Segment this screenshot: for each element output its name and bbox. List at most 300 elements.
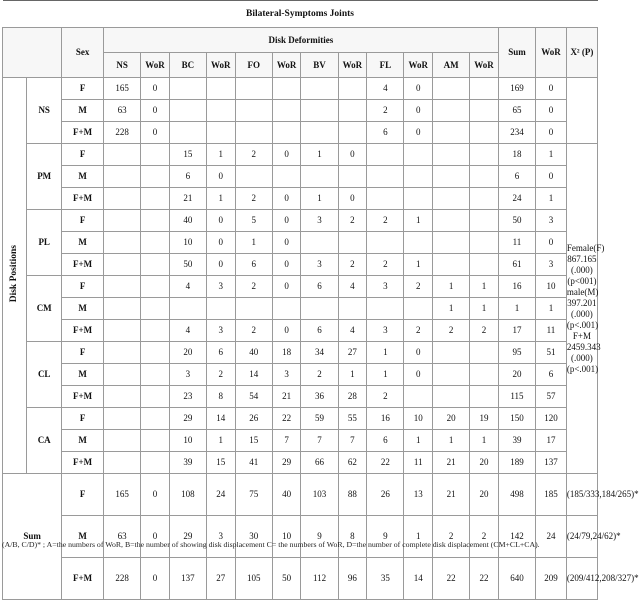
data-cell: 1 xyxy=(470,430,499,452)
data-cell xyxy=(141,430,170,452)
data-cell: 18 xyxy=(498,144,535,166)
data-cell: 115 xyxy=(498,386,535,408)
position-label: CM xyxy=(27,276,62,342)
data-cell xyxy=(169,298,206,320)
sum-cell: 22 xyxy=(433,558,470,600)
column-header: WoR xyxy=(338,53,367,78)
data-cell: 55 xyxy=(338,408,367,430)
data-cell: 1 xyxy=(301,188,338,210)
data-cell: 2 xyxy=(207,364,236,386)
data-cell xyxy=(141,166,170,188)
sum-cell: 209 xyxy=(536,558,567,600)
data-cell: 15 xyxy=(207,452,236,474)
data-cell: 3 xyxy=(301,210,338,232)
data-cell xyxy=(103,320,140,342)
chi-square-line: (.000) xyxy=(571,264,593,275)
data-cell: 0 xyxy=(536,122,567,144)
data-cell: 1 xyxy=(404,430,433,452)
data-cell xyxy=(103,408,140,430)
chi-square-line: male(M) xyxy=(566,286,599,297)
data-cell: 2 xyxy=(367,100,404,122)
column-header: WoR xyxy=(404,53,433,78)
data-cell xyxy=(103,276,140,298)
data-cell: 1 xyxy=(235,232,272,254)
sum-cell: 1 xyxy=(404,516,433,558)
data-cell: 15 xyxy=(235,430,272,452)
data-cell: 41 xyxy=(235,452,272,474)
data-cell xyxy=(141,386,170,408)
chi-square-line: (.000) xyxy=(571,308,593,319)
data-cell xyxy=(433,166,470,188)
data-cell xyxy=(103,364,140,386)
data-cell xyxy=(141,254,170,276)
data-cell xyxy=(235,166,272,188)
data-cell: 6 xyxy=(367,430,404,452)
data-cell: 2 xyxy=(235,188,272,210)
sum-cell: 50 xyxy=(272,558,301,600)
data-cell: 1 xyxy=(536,144,567,166)
data-cell xyxy=(367,298,404,320)
data-cell: 1 xyxy=(470,298,499,320)
data-cell: 54 xyxy=(235,386,272,408)
data-cell: 6 xyxy=(536,364,567,386)
chi-blank-top xyxy=(566,78,597,144)
position-label: PL xyxy=(27,210,62,276)
data-cell: 34 xyxy=(301,342,338,364)
data-cell: 2 xyxy=(235,320,272,342)
data-cell xyxy=(470,78,499,100)
data-cell: 20 xyxy=(169,342,206,364)
data-cell xyxy=(207,298,236,320)
sex-label: F+M xyxy=(62,320,104,342)
sum-row xyxy=(3,516,598,558)
data-cell: 0 xyxy=(536,100,567,122)
data-cell xyxy=(404,298,433,320)
data-cell: 20 xyxy=(433,408,470,430)
data-cell: 0 xyxy=(404,122,433,144)
chi-square-line: 2459.343 xyxy=(566,341,601,352)
data-cell xyxy=(207,78,236,100)
data-cell xyxy=(433,188,470,210)
position-label: NS xyxy=(27,78,62,144)
sum-cell: 63 xyxy=(103,516,140,558)
column-header: AM xyxy=(433,53,470,78)
data-cell: 51 xyxy=(536,342,567,364)
data-cell: 0 xyxy=(141,78,170,100)
data-cell: 0 xyxy=(207,210,236,232)
sum-cell: 40 xyxy=(272,474,301,516)
data-cell: 57 xyxy=(536,386,567,408)
sex-label: F+M xyxy=(62,188,104,210)
data-cell: 1 xyxy=(404,254,433,276)
data-cell: 4 xyxy=(338,276,367,298)
sum-cell: 165 xyxy=(103,474,140,516)
table-row xyxy=(3,342,598,364)
data-cell: 1 xyxy=(404,210,433,232)
sex-label: M xyxy=(62,298,104,320)
sum-cell: 640 xyxy=(498,558,535,600)
data-cell: 50 xyxy=(169,254,206,276)
sex-label: M xyxy=(62,100,104,122)
sex-label: F xyxy=(62,276,104,298)
sum-cell: 75 xyxy=(235,474,272,516)
data-cell xyxy=(169,78,206,100)
data-cell: 16 xyxy=(367,408,404,430)
data-cell xyxy=(301,78,338,100)
position-label: CA xyxy=(27,408,62,474)
chi-square-line: (p<001) xyxy=(567,275,597,286)
sum-row xyxy=(3,474,598,516)
data-cell: 3 xyxy=(169,364,206,386)
data-cell: 2 xyxy=(235,144,272,166)
sex-label: F xyxy=(62,342,104,364)
sum-cell: 27 xyxy=(207,558,236,600)
sum-cell: 9 xyxy=(301,516,338,558)
sum-cell: 498 xyxy=(498,474,535,516)
header-sum: Sum xyxy=(498,28,535,78)
data-cell: 2 xyxy=(367,254,404,276)
data-cell xyxy=(404,144,433,166)
disk-positions-text: Disk Positions xyxy=(9,245,20,303)
sum-cell: 30 xyxy=(235,516,272,558)
data-cell: 36 xyxy=(301,386,338,408)
bilateral-symptoms-table xyxy=(2,0,639,600)
data-cell: 169 xyxy=(498,78,535,100)
data-cell: 0 xyxy=(207,254,236,276)
table-row xyxy=(3,188,598,210)
data-cell: 4 xyxy=(367,78,404,100)
data-cell xyxy=(141,408,170,430)
data-cell: 2 xyxy=(338,254,367,276)
data-cell: 0 xyxy=(404,364,433,386)
column-header: WoR xyxy=(470,53,499,78)
data-cell xyxy=(470,100,499,122)
data-cell: 1 xyxy=(470,276,499,298)
sum-cell: 22 xyxy=(470,558,499,600)
data-cell: 2 xyxy=(338,210,367,232)
column-header: WoR xyxy=(207,53,236,78)
table-row xyxy=(3,452,598,474)
data-cell: 17 xyxy=(536,430,567,452)
data-cell: 1 xyxy=(536,188,567,210)
sum-cell: 137 xyxy=(169,558,206,600)
data-cell: 39 xyxy=(169,452,206,474)
data-cell xyxy=(235,100,272,122)
sum-cell: 0 xyxy=(141,516,170,558)
data-cell: 0 xyxy=(272,276,301,298)
data-cell: 0 xyxy=(207,232,236,254)
sum-cell: 29 xyxy=(169,516,206,558)
data-cell xyxy=(103,386,140,408)
data-cell xyxy=(470,232,499,254)
table-row xyxy=(3,122,598,144)
data-cell xyxy=(141,232,170,254)
data-cell xyxy=(301,232,338,254)
data-cell xyxy=(470,364,499,386)
data-cell: 1 xyxy=(498,298,535,320)
data-cell xyxy=(103,210,140,232)
data-cell: 66 xyxy=(301,452,338,474)
chi-square-line: 397.201 xyxy=(567,297,597,308)
data-cell: 21 xyxy=(169,188,206,210)
sex-label: M xyxy=(62,232,104,254)
data-cell: 6 xyxy=(301,320,338,342)
data-cell xyxy=(338,232,367,254)
data-cell: 28 xyxy=(338,386,367,408)
sum-label: Sum xyxy=(3,474,62,600)
data-cell: 14 xyxy=(207,408,236,430)
data-cell xyxy=(404,166,433,188)
data-cell xyxy=(141,276,170,298)
sum-cell: 21 xyxy=(433,474,470,516)
data-cell: 0 xyxy=(404,100,433,122)
position-label: CL xyxy=(27,342,62,408)
data-cell: 165 xyxy=(103,78,140,100)
data-cell: 189 xyxy=(498,452,535,474)
data-cell xyxy=(301,100,338,122)
sum-ratio: (185/333,184/265)* xyxy=(566,474,597,516)
table-row xyxy=(3,144,598,166)
data-cell: 10 xyxy=(169,232,206,254)
data-cell: 2 xyxy=(301,364,338,386)
data-cell: 40 xyxy=(169,210,206,232)
data-cell xyxy=(470,166,499,188)
sum-cell: 9 xyxy=(367,516,404,558)
data-cell: 6 xyxy=(367,122,404,144)
data-cell: 4 xyxy=(169,276,206,298)
chi-square-line: (.000) xyxy=(571,352,593,363)
data-cell: 2 xyxy=(367,386,404,408)
sex-label: F+M xyxy=(62,386,104,408)
data-cell: 2 xyxy=(404,276,433,298)
data-cell: 0 xyxy=(404,78,433,100)
data-cell: 2 xyxy=(404,320,433,342)
data-cell xyxy=(103,298,140,320)
sum-cell: 142 xyxy=(498,516,535,558)
table-row xyxy=(3,364,598,386)
data-cell: 150 xyxy=(498,408,535,430)
sex-label: F xyxy=(62,78,104,100)
data-cell xyxy=(103,254,140,276)
data-cell xyxy=(103,430,140,452)
sum-cell: 24 xyxy=(536,516,567,558)
data-cell: 10 xyxy=(169,430,206,452)
data-cell xyxy=(141,210,170,232)
table-row xyxy=(3,232,598,254)
sum-cell: 13 xyxy=(404,474,433,516)
table-row xyxy=(3,166,598,188)
data-cell: 16 xyxy=(498,276,535,298)
sex-label: F xyxy=(62,210,104,232)
data-cell: 0 xyxy=(272,320,301,342)
data-cell xyxy=(207,100,236,122)
data-cell xyxy=(433,254,470,276)
data-cell xyxy=(338,298,367,320)
table-row xyxy=(3,100,598,122)
data-cell: 5 xyxy=(235,210,272,232)
sum-cell: 88 xyxy=(338,474,367,516)
data-cell: 50 xyxy=(498,210,535,232)
column-header: FL xyxy=(367,53,404,78)
data-cell: 95 xyxy=(498,342,535,364)
data-cell: 1 xyxy=(536,298,567,320)
data-cell: 2 xyxy=(470,320,499,342)
sum-ratio: (209/412,208/327)* xyxy=(566,558,597,600)
data-cell: 39 xyxy=(498,430,535,452)
data-cell xyxy=(433,122,470,144)
data-cell: 137 xyxy=(536,452,567,474)
data-cell: 11 xyxy=(536,320,567,342)
column-header: BC xyxy=(169,53,206,78)
sex-label: F xyxy=(62,408,104,430)
data-cell xyxy=(272,166,301,188)
data-cell: 3 xyxy=(536,210,567,232)
table-row xyxy=(3,78,598,100)
data-cell xyxy=(272,298,301,320)
data-cell: 59 xyxy=(301,408,338,430)
data-cell xyxy=(141,144,170,166)
data-cell xyxy=(103,144,140,166)
sum-cell: 103 xyxy=(301,474,338,516)
data-cell xyxy=(433,232,470,254)
data-cell: 1 xyxy=(207,144,236,166)
data-cell: 23 xyxy=(169,386,206,408)
header-blank xyxy=(3,28,62,78)
sum-cell: 105 xyxy=(235,558,272,600)
data-cell: 3 xyxy=(367,276,404,298)
data-cell xyxy=(470,188,499,210)
data-cell xyxy=(169,122,206,144)
sum-cell: 3 xyxy=(207,516,236,558)
data-cell xyxy=(272,122,301,144)
data-cell xyxy=(367,232,404,254)
sum-cell: 10 xyxy=(272,516,301,558)
data-cell xyxy=(301,298,338,320)
disk-positions-label xyxy=(3,78,27,474)
table-row xyxy=(3,430,598,452)
data-cell xyxy=(433,364,470,386)
data-cell: 20 xyxy=(498,364,535,386)
chi-square-line: (p<.001) xyxy=(566,363,599,374)
data-cell: 0 xyxy=(338,188,367,210)
sum-cell: 2 xyxy=(433,516,470,558)
data-cell xyxy=(235,298,272,320)
data-cell xyxy=(103,342,140,364)
data-cell xyxy=(367,188,404,210)
data-cell: 0 xyxy=(536,78,567,100)
sum-cell: 24 xyxy=(207,474,236,516)
chi-square-line: F+M xyxy=(572,330,591,341)
data-cell xyxy=(301,166,338,188)
data-cell: 62 xyxy=(338,452,367,474)
sex-label: M xyxy=(62,430,104,452)
data-cell xyxy=(404,386,433,408)
sum-cell: 2 xyxy=(470,516,499,558)
data-cell: 17 xyxy=(498,320,535,342)
data-cell: 26 xyxy=(235,408,272,430)
sum-row xyxy=(3,558,598,600)
sum-cell: 0 xyxy=(141,474,170,516)
data-cell: 14 xyxy=(235,364,272,386)
sum-cell: 8 xyxy=(338,516,367,558)
sum-ratio: (24/79,24/62)* xyxy=(566,516,597,558)
data-cell: 3 xyxy=(301,254,338,276)
data-cell xyxy=(433,78,470,100)
data-cell: 0 xyxy=(141,100,170,122)
sex-label: F+M xyxy=(62,452,104,474)
sex-label: F+M xyxy=(62,122,104,144)
data-cell xyxy=(367,166,404,188)
header-sex: Sex xyxy=(62,28,104,78)
header-chi-square: X² (P) xyxy=(566,28,597,78)
data-cell: 0 xyxy=(207,166,236,188)
data-cell: 234 xyxy=(498,122,535,144)
data-cell xyxy=(141,188,170,210)
data-cell xyxy=(235,78,272,100)
data-cell: 0 xyxy=(404,342,433,364)
sex-label: M xyxy=(62,166,104,188)
sex-label: F+M xyxy=(62,558,104,600)
data-cell xyxy=(141,320,170,342)
header-wor: WoR xyxy=(536,28,567,78)
data-cell: 10 xyxy=(536,276,567,298)
data-cell xyxy=(141,342,170,364)
data-cell: 0 xyxy=(536,232,567,254)
sex-label: M xyxy=(62,516,104,558)
data-cell xyxy=(470,144,499,166)
data-cell xyxy=(141,452,170,474)
data-cell xyxy=(338,100,367,122)
data-cell xyxy=(169,100,206,122)
column-header: WoR xyxy=(272,53,301,78)
header-disk-deformities: Disk Deformities xyxy=(103,28,498,53)
table-title: Bilateral-Symptoms Joints xyxy=(3,1,598,28)
data-cell: 1 xyxy=(207,430,236,452)
data-cell: 1 xyxy=(433,276,470,298)
data-cell: 10 xyxy=(404,408,433,430)
data-cell: 20 xyxy=(470,452,499,474)
sex-label: F xyxy=(62,144,104,166)
sum-cell: 228 xyxy=(103,558,140,600)
data-cell: 15 xyxy=(169,144,206,166)
data-cell: 7 xyxy=(272,430,301,452)
data-cell xyxy=(433,210,470,232)
data-cell xyxy=(141,298,170,320)
data-cell: 21 xyxy=(272,386,301,408)
data-cell: 4 xyxy=(169,320,206,342)
sum-cell: 112 xyxy=(301,558,338,600)
column-header: WoR xyxy=(141,53,170,78)
data-cell: 3 xyxy=(272,364,301,386)
data-cell: 6 xyxy=(498,166,535,188)
chi-square-line: Female(F) xyxy=(566,242,605,253)
sum-cell: 96 xyxy=(338,558,367,600)
data-cell xyxy=(404,188,433,210)
data-cell xyxy=(272,100,301,122)
data-cell: 228 xyxy=(103,122,140,144)
sum-cell: 0 xyxy=(141,558,170,600)
column-header: FO xyxy=(235,53,272,78)
position-label: PM xyxy=(27,144,62,210)
data-cell: 19 xyxy=(470,408,499,430)
data-cell: 61 xyxy=(498,254,535,276)
data-cell: 2 xyxy=(433,320,470,342)
data-cell: 40 xyxy=(235,342,272,364)
data-cell: 2 xyxy=(235,276,272,298)
table-row xyxy=(3,298,598,320)
data-cell: 11 xyxy=(404,452,433,474)
data-cell xyxy=(338,122,367,144)
